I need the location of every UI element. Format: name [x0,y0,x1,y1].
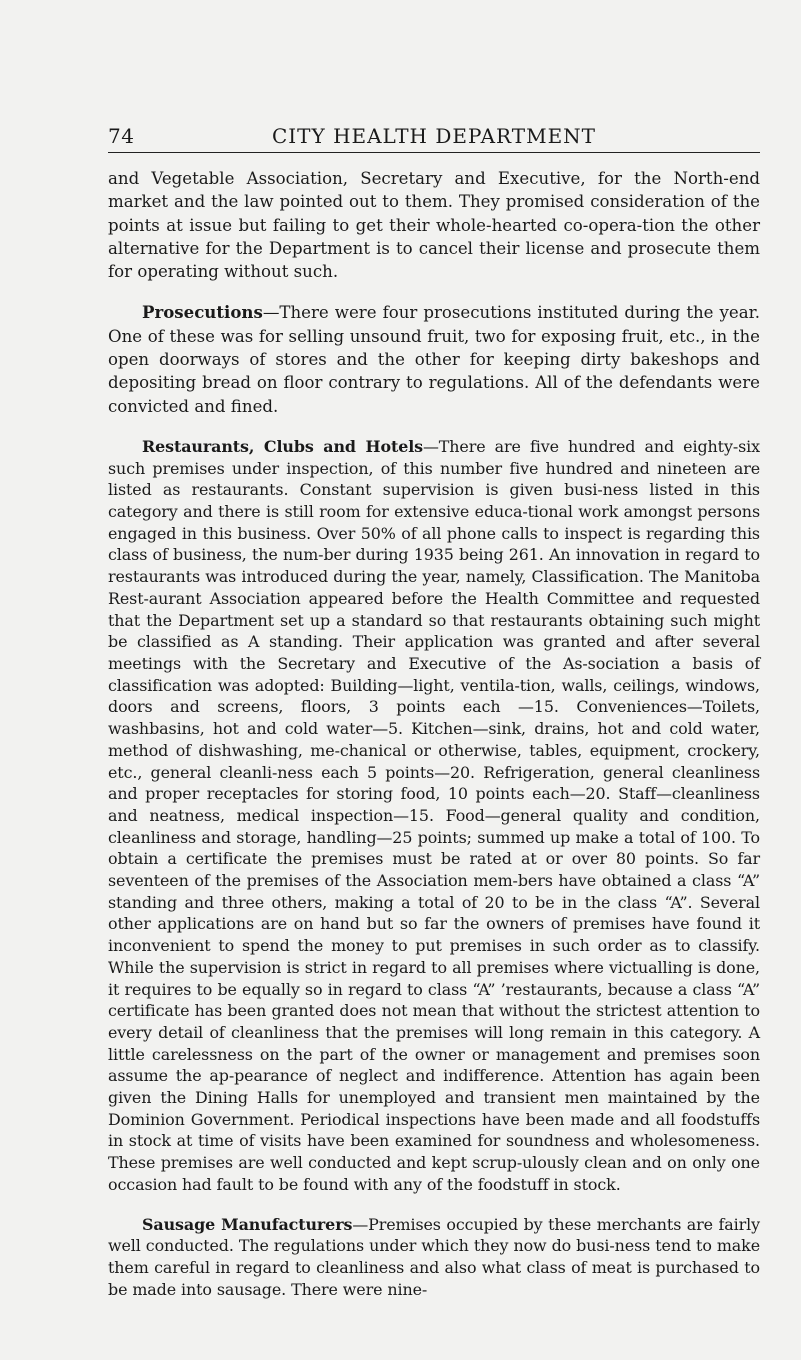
page-number: 74 [108,124,135,148]
paragraph-continuation [108,167,760,283]
paragraph-heading: Restaurants, Clubs and Hotels [142,436,423,456]
paragraph-sausage-manufacturers [108,1214,760,1301]
paragraph-text: —There are five hundred and eighty-six such premises under inspection, of this number five hundred and nineteen are listed as restaurants. Constant supervision is given busi-ness listed in this category and there is still room for extensive educa-tional work amongst persons engaged in this business. Over 50% of all phone calls to inspect is regarding this class of business, the num-ber during 1935 being 261. An innovation in regard to restaurants was introduced during the year, namely, Classification. The Manitoba Rest-aurant Association appeared before the Health Committee and requested that the Department set up a standard so that restaurants obtaining such might be classified as A standing. Their application was granted and after several meetings with the Secretary and Executive of the As-sociation a basis of classification was adopted: Building—light, ventila-tion, walls, ceilings, windows, doors and screens, floors, 3 points each —15. Conveniences—Toilets, washbasins, hot and cold water—5. Kitchen—sink, drains, hot and cold water, method of dishwashing, me-chanical or otherwise, tables, equipment, crockery, etc., general cleanli-ness each 5 points—20. Refrigeration, general cleanliness and proper receptacles for storing food, 10 points each—20. Staff—cleanliness and neatness, medical inspection—15. Food—general quality and condition, cleanliness and storage, handling—25 points; summed up make a total of 100. To obtain a certificate the premises must be rated at or over 80 points. So far seventeen of the premises of the Association mem-bers have obtained a class “A” standing and three others, making a total of 20 to be in the class “A”. Several other applications are on hand but so far the owners of premises have found it inconvenient to spend the money to put premises in such order as to classify. While the supervision is strict in regard to all premises where victualling is done, it requires to be equally so in regard to class “A” ’restaurants, because a class “A” certificate has been granted does not mean that without the strictest attention to every detail of cleanliness that the premises will long remain in this category. A little carelessness on the part of the owner or management and premises soon assume the ap-pearance of neglect and indifference. Attention has again been given the Dining Halls for unemployed and transient men maintained by the Dominion Government. Periodical inspections have been made and all foodstuffs in stock at time of visits have been examined for soundness and wholesomeness. These premises are well conducted and kept scrup-ulously clean and on only one occasion had fault to be found with any of the foodstuff in stock. [108,436,760,1194]
paragraph-text: —There were four prosecutions instituted during the year. One of these was for selling unsound fruit, two for exposing fruit, etc., in the open doorways of stores and the other for keeping dirty bakeshops and depositing bread on floor contrary to regulations. All of the defendants were convicted and fined. [108,303,760,416]
paragraph-text: and Vegetable Association, Secretary and Executive, for the North-end market and the law pointed out to them. They promised consideration of the points at issue but failing to get their whole-hearted co-opera-tion the other alternative for the Department is to cancel their license and prosecute them for operating without such. [108,169,760,282]
paragraph-restaurants [108,436,760,1196]
paragraph-heading: Sausage Manufacturers [142,1214,353,1234]
paragraph-heading: Prosecutions [142,302,263,323]
page-header [108,120,760,153]
running-title: CITY HEALTH DEPARTMENT [271,124,597,148]
paragraph-prosecutions [108,301,760,417]
paragraph-text: —Premises occupied by these merchants are fairly well conducted. The regulations under which they now do busi-ness tend to make them careful in regard to cleanliness and also what class of meat is purchased to be made into sausage. There were nine- [108,1214,760,1299]
body-text [108,167,760,1318]
